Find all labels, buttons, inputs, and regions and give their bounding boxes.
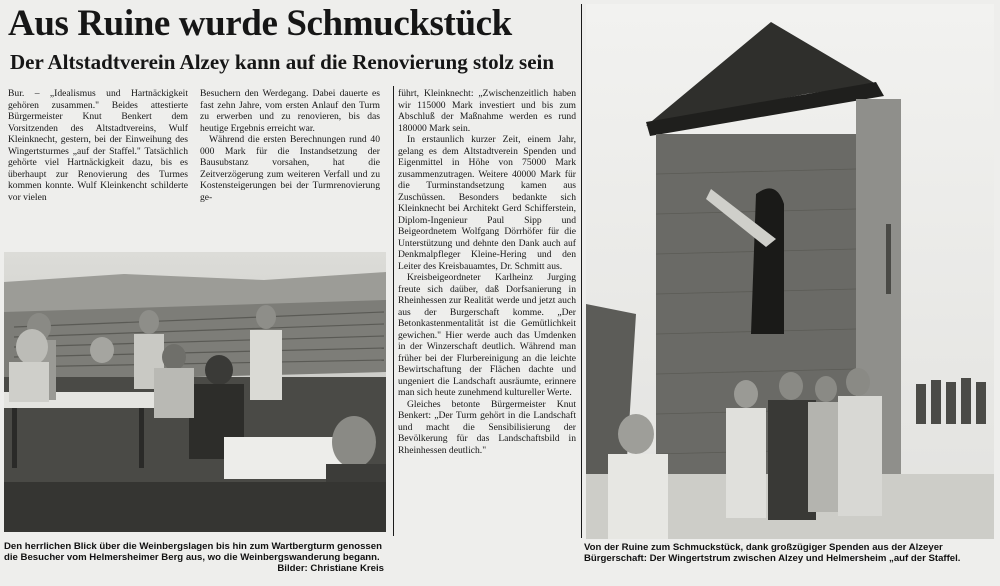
article-column-2: [200, 88, 380, 248]
photo-credit: Bilder: Christiane Kreis: [277, 563, 384, 575]
caption-text: Von der Ruine zum Schmuckstück, dank großzügiger Spenden aus der Alzeyer Bürgerschaft: Der Wingertstrum zwischen Alzey und Helmersheim „auf der Staffel.: [584, 542, 961, 565]
tower-photo-caption: [584, 542, 996, 564]
caption-text: Den herrlichen Blick über die Weinbergslagen bis hin zum Wartbergturm genossen die Besucher vom Helmersheimer Berg aus, wo die Weinbergswanderung begann.: [4, 541, 382, 564]
paragraph: In erstaunlich kurzer Zeit, einem Jahr, gelang es dem Altstadtverein Spenden und Eigenmittel in Höhe von 75000 Mark zusammenzutragen. Weitere 40000 Mark für die Turminstandsetzung kamen aus Zuschüssen. Besonders bedankte sich Kleinknecht bei Architekt Gerd Schifferstein, Diplom-Ingenieur Paul Sipp und Beigeordnetem Wolfgang Dörrhöfer für die Unterstützung und dehnte den Dank auch auf Denkmalpfleger Kleine-Hering und den Leiter des Kreisbauamtes, Dr. Schmitt aus.: [398, 134, 576, 272]
article-column-1: [8, 88, 188, 248]
paragraph: Gleiches betonte Bürgermeister Knut Benkert: „Der Turm gehört in die Landschaft und macht die Sensibilisierung der Bevölkerung für das Landschaftsbild in Rheinhessen deutlich.": [398, 398, 576, 456]
paragraph: Besuchern den Werdegang. Dabei dauerte es fast zehn Jahre, vom ersten Anlauf den Turm zu erwerben und zu renovieren, bis das heutige Ergebnis erreicht war.: [200, 88, 380, 134]
column-rule: [581, 4, 582, 538]
paragraph: führt, Kleinknecht: „Zwischenzeitlich haben wir 115000 Mark investiert und bis zum Abschluß der Maßnahme werden es rund 180000 Mark sein.: [398, 88, 576, 134]
article-column-3: [398, 88, 576, 578]
paragraph: Bur. – „Idealismus und Hartnäckigkeit gehören zusammen." Beides attestierte Bürgermeister Knut Benkert dem Vorsitzenden des Altstadtvereins, Wulf Kleinknecht, gestern, bei der Einweihung des Wingertsturmes „auf der Staffel." Tatsächlich gehörte viel Hartnäckigkeit dazu, bis es überhaupt zur Renovierung des Turmes kommen konnte. Wulf Kleinkencht schilderte vor vielen: [8, 88, 188, 203]
paragraph: Während die ersten Berechnungen rund 40 000 Mark für die Instandsetzung der Bausubstanz vorsahen, hat die Zeitverzögerung zum weiteren Verfall und zu Kostensteigerungen bei der Turmrenovierung ge-: [200, 134, 380, 203]
paragraph: Kreisbeigeordneter Karlheinz Jurging freute sich daüber, daß Dorfsanierung in Rheinhessen zur Realität werde und jetzt auch aus der Burgerschaft komme. „Der Betonkastenmentalität ist die Gemütlichkeit gewichen." Hier werde auch das Umdenken in der Winzerschaft deutlich. Während man früher bei der Flurbereinigung an die leichte Bewirtschaftung der Flächen dachte und ungeniert die Landschaft ausräumte, erinnere man sich heute zunehmend kultureller Werte.: [398, 272, 576, 398]
vineyard-visitors-photo: [4, 252, 386, 532]
headline: Aus Ruine wurde Schmuckstück: [8, 3, 512, 44]
vineyard-photo-caption: [4, 541, 384, 575]
tower-photo: [586, 4, 994, 539]
column-rule: [393, 86, 394, 536]
subheadline: Der Altstadtverein Alzey kann auf die Renovierung stolz sein: [10, 50, 555, 74]
